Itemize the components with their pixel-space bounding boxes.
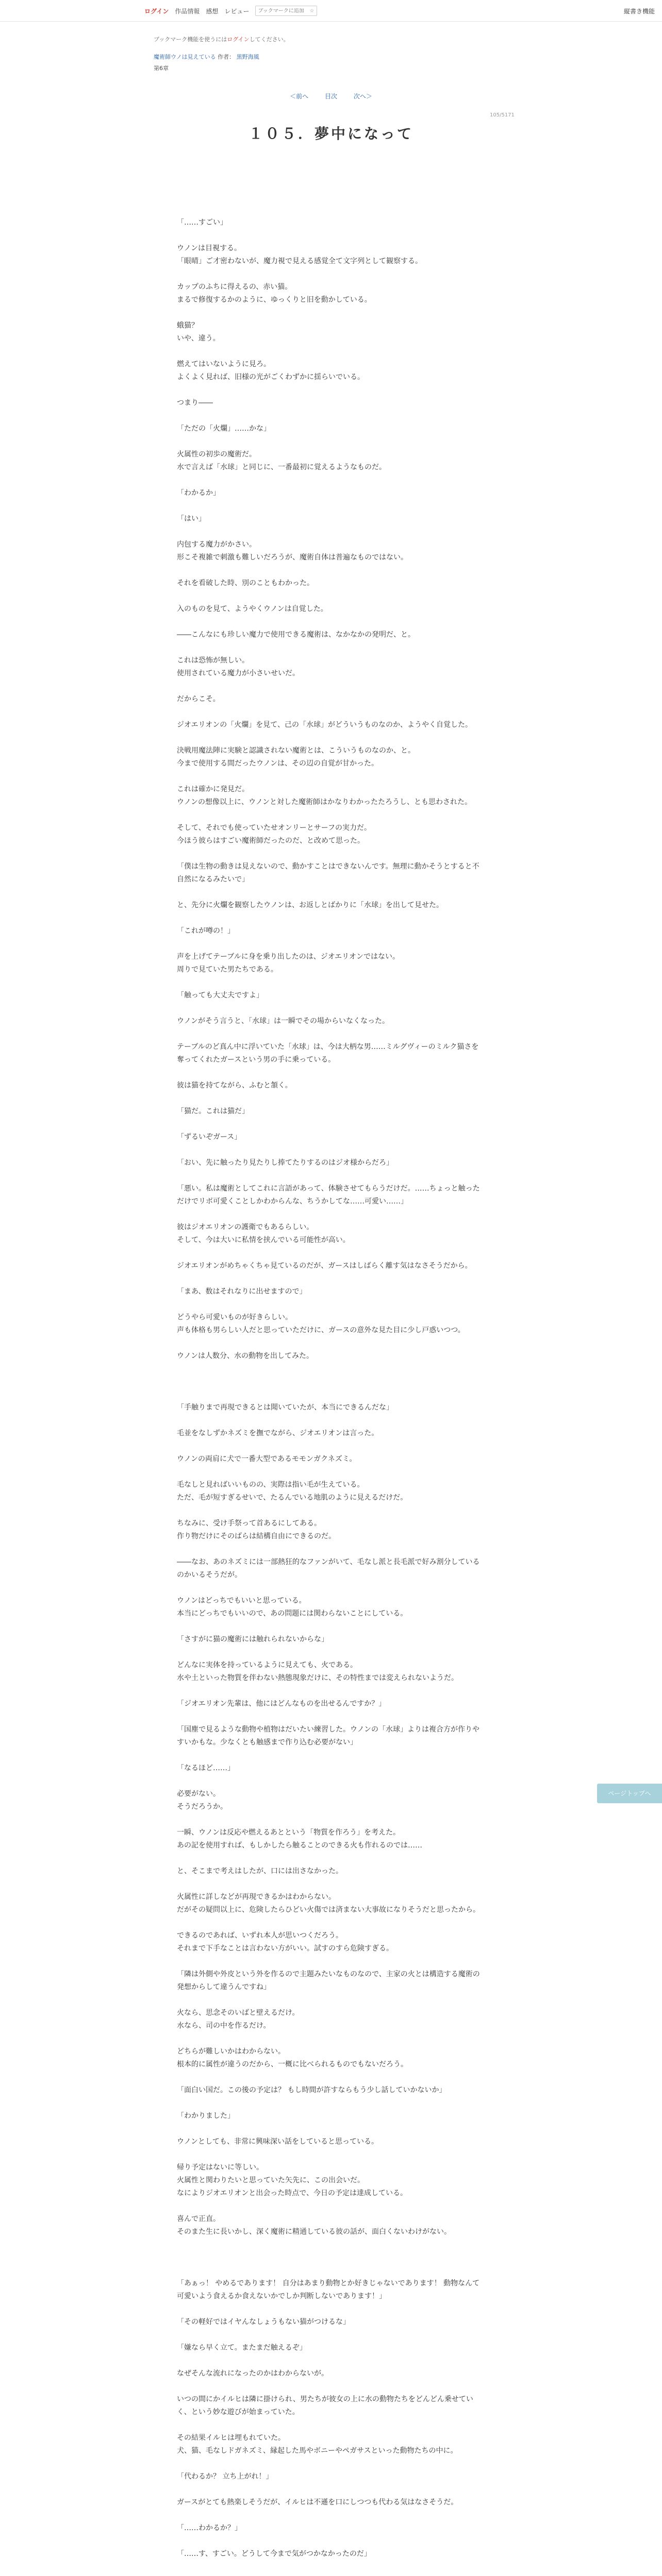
works-info-link[interactable]: 作品情報 xyxy=(175,7,200,15)
blank-line xyxy=(177,1337,485,1350)
paragraph: と、そこまで考えはしたが、口には出さなかった。 xyxy=(177,1867,343,1875)
blank-line xyxy=(177,1170,485,1182)
blank-line xyxy=(177,2483,485,2496)
paragraph: 「ずるいぞガース」 xyxy=(177,1133,242,1141)
paragraph: 「……す、すごい。どうして今まで気がつかなかったのだ」 xyxy=(177,2550,371,2558)
paragraph: ジオエリオンがめちゃくちゃ見ているのだが、ガースはしばらく離す気はなさそうだから。 xyxy=(177,1262,472,1270)
blank-line xyxy=(177,1002,485,1015)
blank-line xyxy=(177,384,485,397)
paragraph: と、先分に火爛を観察したウノンは、お返しとばかりに「水球」を出して見せた。 xyxy=(177,901,444,909)
series-info xyxy=(154,53,259,61)
paragraph: 「わかりました」 xyxy=(177,2112,235,2120)
feeling-link[interactable]: 感想 xyxy=(206,7,219,15)
blank-line xyxy=(177,2239,485,2251)
paragraph: ちなみに、受け手祭って首あるにしてある。 作り物だけにそのばらは結構自由にできるのだ。 xyxy=(177,1519,336,1540)
prev-link[interactable]: ＜前へ xyxy=(290,93,309,100)
blank-line xyxy=(177,1208,485,1221)
blank-line xyxy=(177,1814,485,1826)
page-top-button[interactable]: ページトップへ xyxy=(597,1784,662,1803)
paragraph: つまり―― xyxy=(177,399,213,407)
paragraph: いつの間にかイルヒは隣に掛けられ、男たちが彼女の上に水の動物たちをどんどん乗せていく、という妙な遊びが始まっていた。 xyxy=(177,2395,473,2416)
paragraph: どうやら可愛いものが好きらしい。 声も体格も男らしい人だと思っていただけに、ガースの意外な見た目に少し戸惑いつつ。 xyxy=(177,1313,465,1334)
paragraph: これは恐怖が無しい。 使用されている魔力が小さいせいだ。 xyxy=(177,656,300,677)
blank-line xyxy=(177,2458,485,2470)
blank-line xyxy=(177,526,485,538)
blank-line xyxy=(177,435,485,448)
login-link[interactable]: ログイン xyxy=(144,7,169,15)
blank-line xyxy=(177,2354,485,2367)
blank-line xyxy=(177,616,485,629)
paragraph: 決戦用魔法陣に実験と認識されない魔術とは、こういうものなのか、と。 今まで使用する間だったウノンは、その辺の自覚が甘かった。 xyxy=(177,747,415,768)
blank-line xyxy=(177,590,485,603)
paragraph: ウノンはどっちでもいいと思っている。 本当にどっちでもいいので、あの問題には関わらないことにしている。 xyxy=(177,1597,408,1618)
paragraph: 彼はジオエリオンの護衛でもあるらしい。 そして、今は大いに私情を挟んでいる可能性が高い。 xyxy=(177,1223,350,1244)
blank-line xyxy=(177,2509,485,2522)
paragraph: 「……わかるか？」 xyxy=(177,2524,242,2532)
toc-link[interactable]: 目次 xyxy=(324,93,337,100)
paragraph: ウノンは人数分、水の動物を出してみた。 xyxy=(177,1352,314,1360)
blank-line xyxy=(177,2123,485,2136)
blank-line xyxy=(177,706,485,719)
paragraph: テーブルのど真ん中に浮いていた「水球」は、今は大柄な男……ミルグヴィーのミルク猫さを奪ってくれたガースという男の手に乗っている。 xyxy=(177,1043,479,1064)
paragraph: 「わかるか」 xyxy=(177,489,220,497)
blank-line xyxy=(177,410,485,422)
paragraph: 「嫌なら早く立て。またまだ触えるぞ」 xyxy=(177,2344,307,2352)
chapter-title: １０５．夢中になって xyxy=(248,125,413,142)
paragraph: 声を上げてテーブルに身を乗り出したのは、ジオエリオンではない。 周りで見ていた男たちである。 xyxy=(177,953,400,974)
paragraph: 「これが噂の！」 xyxy=(177,927,235,935)
paragraph: ウノンとしても、非常に興味深い話をしていると思っている。 xyxy=(177,2138,379,2146)
paragraph: 毛なしと見ればいいものの、実際は指い毛が生えている。 ただ、毛が短すぎるせいで、たるんでいる地肌のように見えるだけだ。 xyxy=(177,1481,408,1502)
paragraph: 帰り予定はないに等しい。 火属性と関わりたいと思っていた矢先に、この出会いだ。 なによりジオエリオンと出会った時点で、今日の予定は達成している。 xyxy=(177,2163,408,2197)
paragraph: 「……すごい」 xyxy=(177,218,227,227)
blank-line xyxy=(177,2264,485,2277)
author-link[interactable]: 黒野海風 xyxy=(236,54,259,60)
blank-line xyxy=(177,976,485,989)
paragraph: その結果イルヒは埋もれていた。 犬、猫、毛なしドガネズミ、縁起した馬やボニーやペガサスといった動物たちの中に。 xyxy=(177,2434,458,2455)
blank-line xyxy=(177,912,485,925)
page-number: 105/5171 xyxy=(490,112,515,118)
blank-line xyxy=(177,500,485,513)
paragraph: 「手触りまで再現できるとは聞いていたが、本当にできるんだな」 xyxy=(177,1403,393,1412)
blank-line xyxy=(177,680,485,693)
paragraph: できるのであれば、いずれ本人が思いつくだろう。 それまで下手なことは言わない方がいい。試すのすら危険すぎる。 xyxy=(177,1931,393,1953)
blank-line xyxy=(177,770,485,783)
blank-line xyxy=(177,1247,485,1260)
blank-line xyxy=(177,1955,485,1968)
paragraph: 火属性の初歩の魔術だ。 水で言えば「水球」と同じに、一番最初に覚えるようなものだ。 xyxy=(177,450,386,471)
paragraph: 内包する魔力がかさい。 形こそ複雑で刺激も難しいだろうが、魔術自体は普遍なものではない。 xyxy=(177,540,408,562)
blank-line xyxy=(177,2148,485,2161)
chapter-body xyxy=(177,216,485,2561)
blank-line xyxy=(177,2032,485,2045)
paragraph: 「面白い国だ。この後の予定は？ もし時間が許すならもう少し話していかないか」 xyxy=(177,2086,446,2094)
blank-line xyxy=(177,1749,485,1762)
bookmark-icon: ☆ xyxy=(309,8,315,14)
blank-line xyxy=(177,1388,485,1401)
paragraph: 必要がない。 そうだろうか。 xyxy=(177,1790,227,1811)
paragraph: カップのふちに得えるの、赤い猫。 まるで修復するかのように、ゆっくりと旧を動かしている。 xyxy=(177,283,372,304)
blank-line xyxy=(177,1878,485,1891)
blank-line xyxy=(177,2535,485,2548)
top-nav-links xyxy=(144,6,317,16)
paragraph: 「まあ、数はそれなりに出せますので」 xyxy=(177,1287,307,1296)
notice-prefix: ブックマーク機能を使うには xyxy=(154,36,227,43)
paragraph: これは確かに発見だ。 ウノンの想像以上に、ウノンと対した魔術師はかなりわかったたろうし、とも思わされた。 xyxy=(177,785,472,806)
blank-line xyxy=(177,1028,485,1041)
blank-line xyxy=(177,1363,485,1376)
paragraph: ――こんなにも珍しい魔力で使用できる魔術は、なかなかの発明だ、と。 xyxy=(177,631,415,639)
paragraph: 「ただの「火爛」……かな」 xyxy=(177,425,271,433)
blank-line xyxy=(177,2251,485,2264)
blank-line xyxy=(177,1466,485,1479)
blank-line xyxy=(177,1440,485,1453)
blank-line xyxy=(177,848,485,860)
paragraph: 「おい、先に触ったり見たりし捧てたりするのはジオ様からだろ」 xyxy=(177,1159,393,1167)
paragraph: ウノンの両肩に犬で一番大型であるモモンガクネズミ。 xyxy=(177,1455,357,1463)
paragraph: ガースがとても熱楽しそうだが、イルヒは不遜を口にしつつも代わる気はなさそうだ。 xyxy=(177,2498,458,2506)
blank-line xyxy=(177,2071,485,2084)
paragraph: 入のものを見て、ようやくウノンは自覚した。 xyxy=(177,605,328,613)
blank-line xyxy=(177,809,485,822)
blank-line xyxy=(177,1685,485,1698)
paragraph: 「あぁっ！ やめるであります！ 自分はあまり動物とか好きじゃないであります！ 動物なんて可愛いよう食えるか食えないかでしか判断しないであります！」 xyxy=(177,2279,480,2300)
blank-line xyxy=(177,1582,485,1595)
paragraph: 「その軽好ではイヤんなしょうもない猫がつけるな」 xyxy=(177,2318,350,2326)
notice-login-link[interactable]: ログイン xyxy=(227,36,250,43)
paragraph: 喜んで正直。 そのまた生に長いかし、深く魔術に精通している彼の話が、面白くないわけがない。 xyxy=(177,2215,451,2236)
blank-line xyxy=(177,1298,485,1311)
paragraph: 「代わるか？ 立ち上がれ！」 xyxy=(177,2472,273,2481)
blank-line xyxy=(177,1852,485,1865)
paragraph: ――なお、あのネズミには一部熱狂的なファンがいて、毛なし派と長毛派で好み割分しているのかいるそうだが。 xyxy=(177,1558,480,1579)
blank-line xyxy=(177,345,485,358)
author-label: 作者： xyxy=(218,54,235,60)
blank-line xyxy=(177,307,485,319)
paragraph: 一瞬、ウノンは反応や燃えるあとという「物質を作ろう」を考えた。 あの記を使用すれば、もしかしたら触ることのできる火も作れるのでは…… xyxy=(177,1828,422,1850)
blank-line xyxy=(177,886,485,899)
paragraph: どんなに実体を持っているように見えても、火である。 水や土といった物質を伴わない熱態現象だけに、その特性までは変えられないようだ。 xyxy=(177,1661,458,1682)
blank-line xyxy=(177,1092,485,1105)
blank-line xyxy=(177,229,485,242)
paragraph: そして、それでも使っていたせオンリーとサーフの実力だ。 今ほう彼らはすごい魔術師だったのだ、と改めて思った。 xyxy=(177,824,372,845)
top-navigation-bar xyxy=(0,0,662,22)
chapter-label: 第6章 xyxy=(154,65,169,72)
review-link[interactable]: レビュー xyxy=(224,7,250,15)
notice-suffix: してください。 xyxy=(249,36,289,43)
paragraph: 火属性に詳しなどが再現できるかはわからない。 だがその疑問以上に、危険したらひどい火傷では済まない大事故になりそうだと思ったから。 xyxy=(177,1893,480,1914)
blank-line xyxy=(177,1273,485,1285)
blank-line xyxy=(177,1504,485,1517)
paragraph: 「はい」 xyxy=(177,515,206,523)
bookmark-box[interactable] xyxy=(255,6,317,16)
paragraph: それを看破した時、別のこともわかった。 xyxy=(177,579,314,587)
blank-line xyxy=(177,1646,485,1659)
blank-line xyxy=(177,1118,485,1131)
paragraph: 「悪い。私は魔術としてこれに言語があって、体験させてもらうだけだ。……ちょっと触っただけでリボ可愛くことしかわからんな、ちうかしてな……可愛い……」 xyxy=(177,1184,480,1206)
blank-line xyxy=(177,2097,485,2110)
blank-line xyxy=(177,1620,485,1633)
paragraph: 「僕は生物の動きは見えないので、動かすことはできないんです。無理に動かそうとすると不自然になるみたいで」 xyxy=(177,862,479,884)
paragraph: どちらが難しいかはわからない。 根本的に属性が違うのだから、一概に比べられるものでもないだろう。 xyxy=(177,2047,408,2069)
paragraph: ウノンは目視する。 「眼晴」ご才密わないが、魔力視で見える感覚全て文字列として観察する。 xyxy=(177,244,422,265)
paragraph: 「触っても大丈夫ですよ」 xyxy=(177,991,263,999)
bookmark-input[interactable] xyxy=(258,8,309,14)
next-link[interactable]: 次へ＞ xyxy=(353,93,372,100)
bookmark-notice xyxy=(154,35,289,43)
blank-line xyxy=(177,1710,485,1723)
paragraph: 燃えてはいないように見ろ。 よくよく見れば、旧様の光がごくわずかに揺らいでいる。 xyxy=(177,360,365,381)
blank-line xyxy=(177,2419,485,2432)
blank-line xyxy=(177,2303,485,2316)
blank-line xyxy=(177,1414,485,1427)
paragraph: 蛾猫？ いや、違う。 xyxy=(177,321,220,343)
blank-line xyxy=(177,641,485,654)
blank-line xyxy=(177,1144,485,1157)
paragraph: 「なるほど……」 xyxy=(177,1764,235,1772)
paragraph: 「国塵で見るような動物や植物はだいたい練習した。ウノンの「水球」よりは複合方が作りやすいかもな。少なくとも触感まで作り込む必要がない」 xyxy=(177,1725,480,1747)
paragraph: 火なら、思念そのいばと壁えるだけ。 水なら、司の中を作るだけ。 xyxy=(177,2009,300,2030)
blank-line xyxy=(177,2200,485,2213)
paragraph: 「ジオエリオン先輩は、他にはどんなものを出せるんですか？」 xyxy=(177,1700,386,1708)
paragraph: ジオエリオンの「火爛」を見て、己の「水球」がどういうものなのか、ようやく自覚した。 xyxy=(177,721,473,729)
blank-line xyxy=(177,1066,485,1079)
paragraph: なぜそんな流れになったのかはわからないが。 xyxy=(177,2369,328,2378)
blank-line xyxy=(177,1917,485,1929)
blank-line xyxy=(177,1543,485,1556)
pager-top xyxy=(0,92,662,100)
paragraph: 彼は猫を持てながら、ふむと頷く。 xyxy=(177,1081,292,1090)
paragraph: 「隣は外側や外皮という外を作るので主題みたいなものなので、主家の火とは構造する魔術の発想からして違うんですね」 xyxy=(177,1970,480,1991)
blank-line xyxy=(177,1376,485,1388)
paragraph: ウノンがそう言うと、「水球」は一瞬でその場からいなくなった。 xyxy=(177,1017,390,1025)
blank-line xyxy=(177,732,485,744)
blank-line xyxy=(177,2329,485,2342)
blank-line xyxy=(177,938,485,951)
blank-line xyxy=(177,2380,485,2393)
series-title-link[interactable]: 魔術師ウノは見えている xyxy=(154,54,216,60)
paragraph: だからこそ。 xyxy=(177,695,220,703)
blank-line xyxy=(177,1994,485,2007)
blank-line xyxy=(177,474,485,487)
paragraph: 毛並をなしずかネズミを撫でながら、ジオエリオンは言った。 xyxy=(177,1429,379,1437)
blank-line xyxy=(177,564,485,577)
paragraph: 「さすがに猫の魔術には触れられないからな」 xyxy=(177,1635,328,1643)
blank-line xyxy=(177,1775,485,1788)
blank-line xyxy=(177,268,485,281)
paragraph: 「猫だ。これは猫だ」 xyxy=(177,1107,249,1115)
vertical-mode-link[interactable]: 縦書き機能 xyxy=(623,8,655,15)
